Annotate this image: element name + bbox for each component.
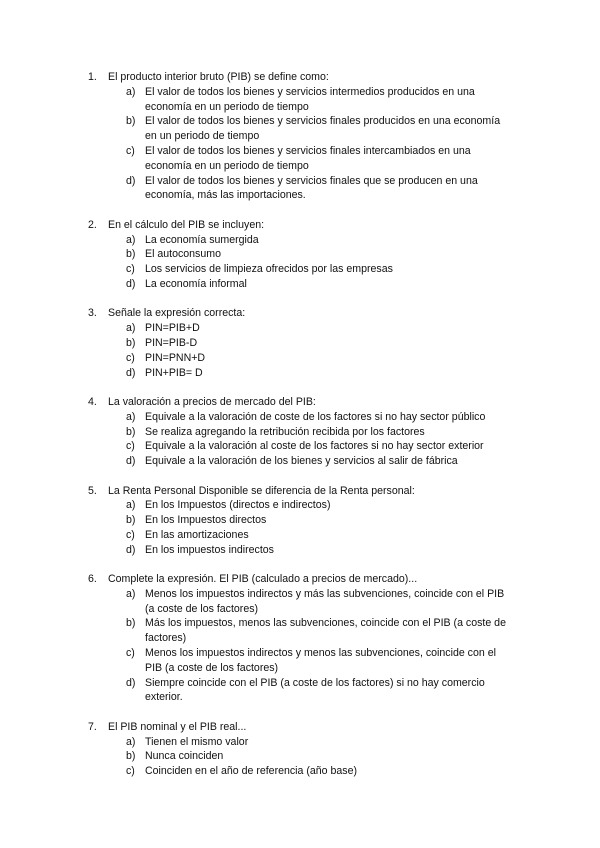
answer-option (0, 454, 600, 469)
option-text: Nunca coinciden (145, 750, 224, 763)
option-list (0, 410, 600, 469)
option-letter: c) (126, 144, 135, 157)
option-list (0, 321, 600, 380)
option-letter: b) (126, 617, 136, 630)
answer-option (0, 174, 600, 204)
answer-option (0, 587, 600, 617)
question-number: 6. (88, 573, 97, 586)
option-letter: c) (126, 351, 135, 364)
answer-option (0, 513, 600, 528)
option-text: Equivale a la valoración de los bienes y servicios al salir de fábrica (145, 455, 458, 468)
answer-option (0, 144, 600, 174)
option-text: PIN=PIB-D (145, 336, 198, 349)
option-text: El valor de todos los bienes y servicios finales producidos en una economía en un periodo de tiempo (145, 115, 501, 143)
question-number: 5. (88, 484, 97, 497)
option-letter: a) (126, 410, 136, 423)
answer-option (0, 277, 600, 292)
option-list (0, 85, 600, 203)
answer-option (0, 351, 600, 366)
option-text: En los Impuestos (directos e indirectos) (145, 499, 331, 512)
question-5 (0, 484, 600, 558)
question-4 (0, 395, 600, 469)
question-text: El PIB nominal y el PIB real... (108, 720, 247, 733)
question-stem (0, 395, 600, 410)
answer-option (0, 528, 600, 543)
question-1 (0, 70, 600, 203)
option-text: Equivale a la valoración al coste de los factores si no hay sector exterior (145, 440, 484, 453)
answer-option (0, 321, 600, 336)
answer-option (0, 114, 600, 144)
question-text: El producto interior bruto (PIB) se define como: (108, 71, 329, 83)
answer-option (0, 410, 600, 425)
option-letter: b) (126, 514, 136, 527)
question-stem (0, 218, 600, 233)
option-text: En las amortizaciones (145, 528, 249, 541)
option-text: La economía sumergida (145, 233, 259, 246)
answer-option (0, 749, 600, 764)
option-text: Menos los impuestos indirectos y más las subvenciones, coincide con el PIB (a coste de los factores) (145, 587, 505, 615)
option-letter: d) (126, 676, 136, 689)
question-text: La valoración a precios de mercado del PIB: (108, 395, 316, 408)
option-list (0, 498, 600, 557)
option-text: Tienen el mismo valor (145, 735, 249, 748)
answer-option (0, 439, 600, 454)
question-6 (0, 572, 600, 705)
option-list (0, 587, 600, 705)
question-number: 1. (88, 71, 97, 83)
option-letter: b) (126, 248, 136, 261)
answer-option (0, 247, 600, 262)
option-letter: d) (126, 366, 136, 379)
question-text: Señale la expresión correcta: (108, 307, 246, 320)
option-text: Siempre coincide con el PIB (a coste de los factores) si no hay comercio exterior. (145, 676, 485, 704)
option-text: PIN=PNN+D (145, 351, 206, 364)
option-text: Más los impuestos, menos las subvenciones, coincide con el PIB (a coste de factores) (145, 617, 506, 645)
option-text: Se realiza agregando la retribución recibida por los factores (145, 425, 425, 438)
option-letter: a) (126, 233, 136, 246)
option-letter: b) (126, 336, 136, 349)
option-letter: c) (126, 440, 135, 453)
option-letter: a) (126, 735, 136, 748)
question-3 (0, 306, 600, 380)
option-text: Coinciden en el año de referencia (año base) (145, 765, 358, 778)
option-list (0, 233, 600, 292)
question-text: La Renta Personal Disponible se diferencia de la Renta personal: (108, 484, 415, 497)
question-stem (0, 484, 600, 499)
question-2 (0, 218, 600, 292)
option-text: En los Impuestos directos (145, 514, 267, 527)
question-list (0, 70, 600, 794)
answer-option (0, 735, 600, 750)
question-number: 2. (88, 218, 97, 231)
answer-option (0, 425, 600, 440)
option-letter: b) (126, 750, 136, 763)
answer-option (0, 616, 600, 646)
option-letter: c) (126, 765, 135, 778)
option-letter: a) (126, 85, 136, 98)
question-stem (0, 70, 600, 85)
option-text: En los impuestos indirectos (145, 543, 274, 556)
answer-option (0, 764, 600, 779)
question-text: Complete la expresión. El PIB (calculado a precios de mercado)... (108, 573, 418, 586)
question-number: 3. (88, 307, 97, 320)
question-stem (0, 720, 600, 735)
option-letter: d) (126, 277, 136, 290)
question-stem (0, 572, 600, 587)
option-letter: d) (126, 543, 136, 556)
answer-option (0, 498, 600, 513)
question-text: En el cálculo del PIB se incluyen: (108, 218, 265, 231)
option-letter: a) (126, 322, 136, 335)
question-number: 4. (88, 395, 97, 408)
option-text: Equivale a la valoración de coste de los factores si no hay sector público (145, 410, 486, 423)
option-text: El valor de todos los bienes y servicios finales intercambiados en una economía en un periodo de tiempo (145, 144, 471, 172)
option-letter: d) (126, 174, 136, 187)
answer-option (0, 336, 600, 351)
option-letter: a) (126, 499, 136, 512)
option-letter: a) (126, 587, 136, 600)
question-7 (0, 720, 600, 779)
answer-option (0, 676, 600, 706)
option-letter: b) (126, 425, 136, 438)
question-stem (0, 306, 600, 321)
answer-option (0, 85, 600, 115)
option-text: El autoconsumo (145, 248, 221, 261)
option-text: Los servicios de limpieza ofrecidos por las empresas (145, 263, 393, 276)
question-number: 7. (88, 720, 97, 733)
option-text: PIN+PIB= D (145, 366, 203, 379)
option-letter: c) (126, 263, 135, 276)
option-letter: c) (126, 647, 135, 660)
option-text: Menos los impuestos indirectos y menos las subvenciones, coincide con el PIB (a coste de los factores) (145, 647, 496, 674)
option-text: El valor de todos los bienes y servicios finales que se producen en una economía, más las importaciones. (145, 174, 478, 202)
option-text: La economía informal (145, 277, 247, 290)
answer-option (0, 233, 600, 248)
option-list (0, 735, 600, 779)
answer-option (0, 646, 600, 676)
answer-option (0, 543, 600, 558)
answer-option (0, 366, 600, 381)
answer-option (0, 262, 600, 277)
option-text: PIN=PIB+D (145, 322, 200, 335)
option-letter: d) (126, 455, 136, 468)
option-text: El valor de todos los bienes y servicios intermedios producidos en una economía en un periodo de tiempo (145, 85, 475, 113)
option-letter: c) (126, 528, 135, 541)
option-letter: b) (126, 115, 136, 128)
